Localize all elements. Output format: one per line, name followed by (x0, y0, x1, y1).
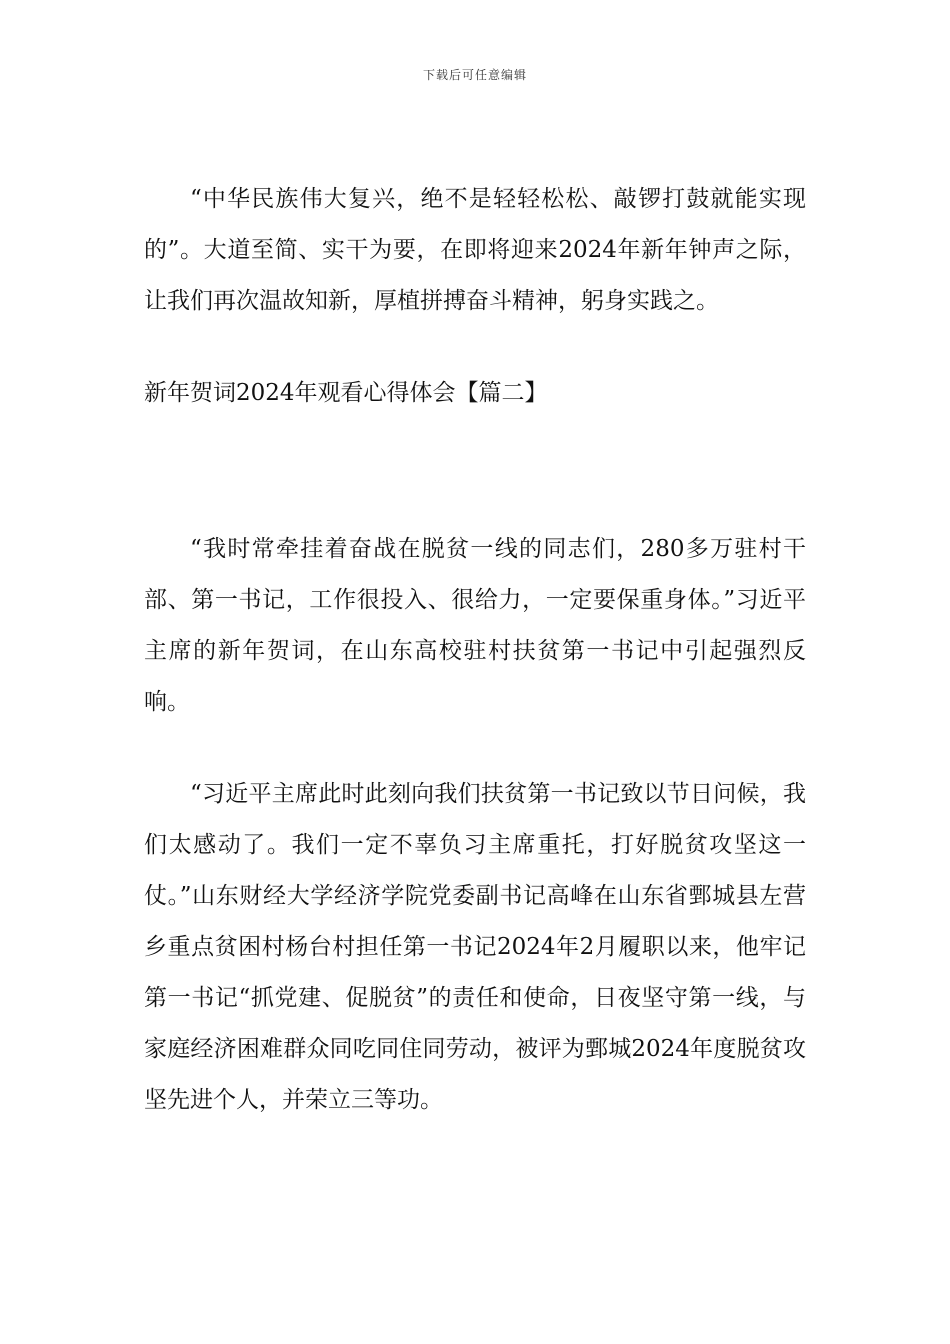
document-body (144, 174, 806, 1126)
paragraph-3: “习近平主席此时此刻向我们扶贫第一书记致以节日问候，我们太感动了。我们一定不辜负习主席重托，打好脱贫攻坚这一仗。”山东财经大学经济学院党委副书记高峰在山东省鄄城县左营乡重点贫困村杨台村担任第一书记2024年2月履职以来，他牢记第一书记“抓党建、促脱贫”的责任和使命，日夜坚守第一线，与家庭经济困难群众同吃同住同劳动，被评为鄄城2024年度脱贫攻坚先进个人，并荣立三等功。 (144, 781, 806, 1113)
paragraph-2: “我时常牵挂着奋战在脱贫一线的同志们，280多万驻村干部、第一书记，工作很投入、很给力，一定要保重身体。”习近平主席的新年贺词，在山东高校驻村扶贫第一书记中引起强烈反响。 (144, 536, 806, 715)
paragraph-1: “中华民族伟大复兴，绝不是轻轻松松、敲锣打鼓就能实现的”。大道至简、实干为要，在即将迎来2024年新年钟声之际，让我们再次温故知新，厚植拼搏奋斗精神，躬身实践之。 (144, 186, 806, 314)
page-header-note: 下载后可任意编辑 (422, 68, 527, 82)
section-title: 新年贺词2024年观看心得体会【篇二】 (144, 380, 548, 406)
